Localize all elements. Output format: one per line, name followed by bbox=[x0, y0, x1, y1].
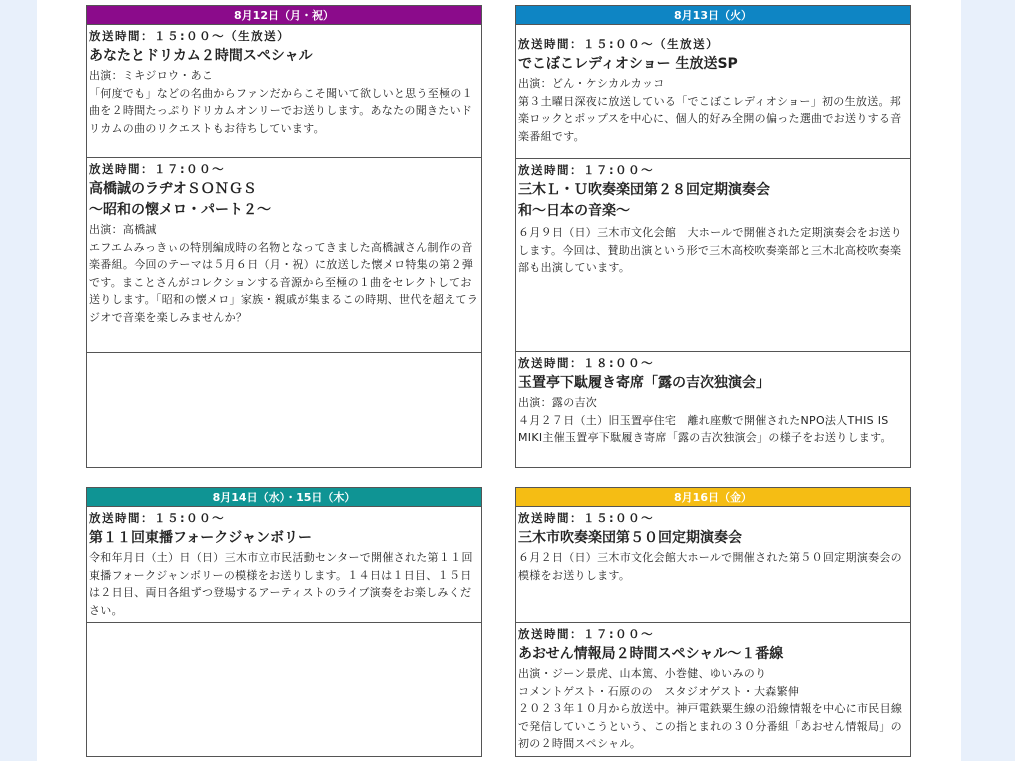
program-cell bbox=[515, 352, 911, 468]
broadcast-time: 放送時間：１５:００～（生放送） bbox=[518, 37, 720, 51]
program-cell bbox=[86, 158, 482, 353]
program-description: ６月９日（日）三木市文化会館 大ホールで開催された定期演奏会をお送りします。今回は、賛助出演という形で三木高校吹奏楽部と三木北高校吹奏楽部も出演しています。 bbox=[518, 226, 902, 274]
empty-cell bbox=[86, 353, 482, 468]
program-cast: 出演：露の吉次 bbox=[518, 396, 598, 409]
day-header-aug12: 8月12日（月・祝） bbox=[86, 5, 482, 25]
day-column-aug14-15 bbox=[86, 487, 482, 757]
program-description: ４月２７日（土）旧玉置亭住宅 離れ座敷で開催されたNPO法人THIS IS MIKI主催玉置亭下駄履き寄席「露の吉次独演会」の様子をお送りします。 bbox=[518, 413, 892, 444]
broadcast-time: 放送時間：１７:００～ bbox=[518, 163, 655, 177]
broadcast-time: 放送時間：１５:００～ bbox=[518, 511, 655, 525]
program-title: 高橋誠のラヂオＳＯＮＧＳ bbox=[89, 181, 257, 197]
program-cell bbox=[86, 507, 482, 623]
program-title: 第１１回東播フォークジャンボリー bbox=[89, 530, 313, 546]
program-description: ２０２３年１０月から放送中。神戸電鉄粟生線の沿線情報を中心に市民目線で発信していこうという、この指とまれの３０分番組「あおせん情報局」の初の２時間スペシャル。 bbox=[518, 702, 903, 750]
day-header-aug16: 8月16日（金） bbox=[515, 487, 911, 507]
program-cell bbox=[86, 25, 482, 158]
broadcast-time: 放送時間：１５:００～ bbox=[89, 511, 226, 525]
day-column-aug13 bbox=[515, 5, 911, 468]
broadcast-time: 放送時間：１５:００～（生放送） bbox=[89, 29, 291, 43]
program-description: 第３土曜日深夜に放送している「でこぼこレディオショー」初の生放送。邦楽ロックとポップスを中心に、個人的好み全開の偏った選曲でお送りする音楽番組です。 bbox=[518, 94, 902, 143]
program-subtitle: 和～日本の音楽～ bbox=[518, 203, 630, 219]
day-column-aug16 bbox=[515, 487, 911, 757]
program-title: 玉置亭下駄履き寄席「露の吉次独演会」 bbox=[518, 375, 770, 391]
broadcast-time: 放送時間：１８:００～ bbox=[518, 356, 655, 370]
day-header-aug14-15: 8月14日（水）・15日（木） bbox=[86, 487, 482, 507]
program-cell bbox=[515, 623, 911, 757]
program-guests: コメントゲスト・石原のの スタジオゲスト・大森繁伸 bbox=[518, 684, 800, 698]
program-description: ６月２日（日）三木市文化会館大ホールで開催された第５０回定期演奏会の模様をお送りします。 bbox=[518, 551, 902, 582]
program-cast: 出演：ミキジロウ・あこ bbox=[89, 69, 214, 82]
program-title: 三木市吹奏楽団第５０回定期演奏会 bbox=[518, 530, 742, 546]
program-description: エフエムみっきぃの特別編成時の名物となってきました高橋誠さん制作の音楽番組。今回のテーマは５月６日（月・祝）に放送した懐メロ特集の第２弾です。まことさんがコレクションする音源から至極の１曲をセレクトしてお送りします。「昭和の懐メロ」家族・親戚が集まるこの時期、世代を超えてラジオで音楽を楽しみませんか？ bbox=[89, 240, 479, 324]
day-column-aug12 bbox=[86, 5, 482, 468]
program-cell bbox=[515, 159, 911, 352]
empty-cell bbox=[86, 623, 482, 757]
broadcast-time: 放送時間：１７:００～ bbox=[518, 627, 655, 641]
program-cell bbox=[515, 25, 911, 159]
program-cast: 出演・ジーン景虎、山本篤、小巻健、ゆいみのり bbox=[518, 667, 767, 680]
program-subtitle: ～昭和の懐メロ・パート２～ bbox=[89, 202, 271, 218]
program-cell bbox=[515, 507, 911, 623]
program-cast: 出演：高橋誠 bbox=[89, 223, 157, 236]
program-title: あなたとドリカム２時間スペシャル bbox=[89, 48, 313, 64]
program-title: でこぼこレディオショー 生放送SP bbox=[518, 56, 738, 72]
day-header-aug13: 8月13日（火） bbox=[515, 5, 911, 25]
program-description: 「何度でも」などの名曲からファンだからこそ聞いて欲しいと思う至極の１曲を２時間たっぷりドリカムオンリーでお送りします。あなたの聞きたいドリカムの曲のリクエストもお待ちしています。 bbox=[89, 86, 473, 135]
program-title: 三木Ｌ・Ｕ吹奏楽団第２８回定期演奏会 bbox=[518, 182, 770, 198]
program-title: あおせん情報局２時間スペシャル～１番線 bbox=[518, 646, 784, 662]
broadcast-time: 放送時間：１７:００～ bbox=[89, 162, 226, 176]
program-cast: 出演：どん・ケシカルカッコ bbox=[518, 77, 665, 90]
program-description: 令和年月日（土）日（日）三木市立市民活動センターで開催された第１１回東播フォークジャンボリーの模様をお送りします。１４日は１日目、１５日は２日目、両日各組ずつ登場するアーティストのライブ演奏をお楽しみください。 bbox=[89, 551, 473, 617]
schedule-sheet bbox=[37, 0, 961, 761]
